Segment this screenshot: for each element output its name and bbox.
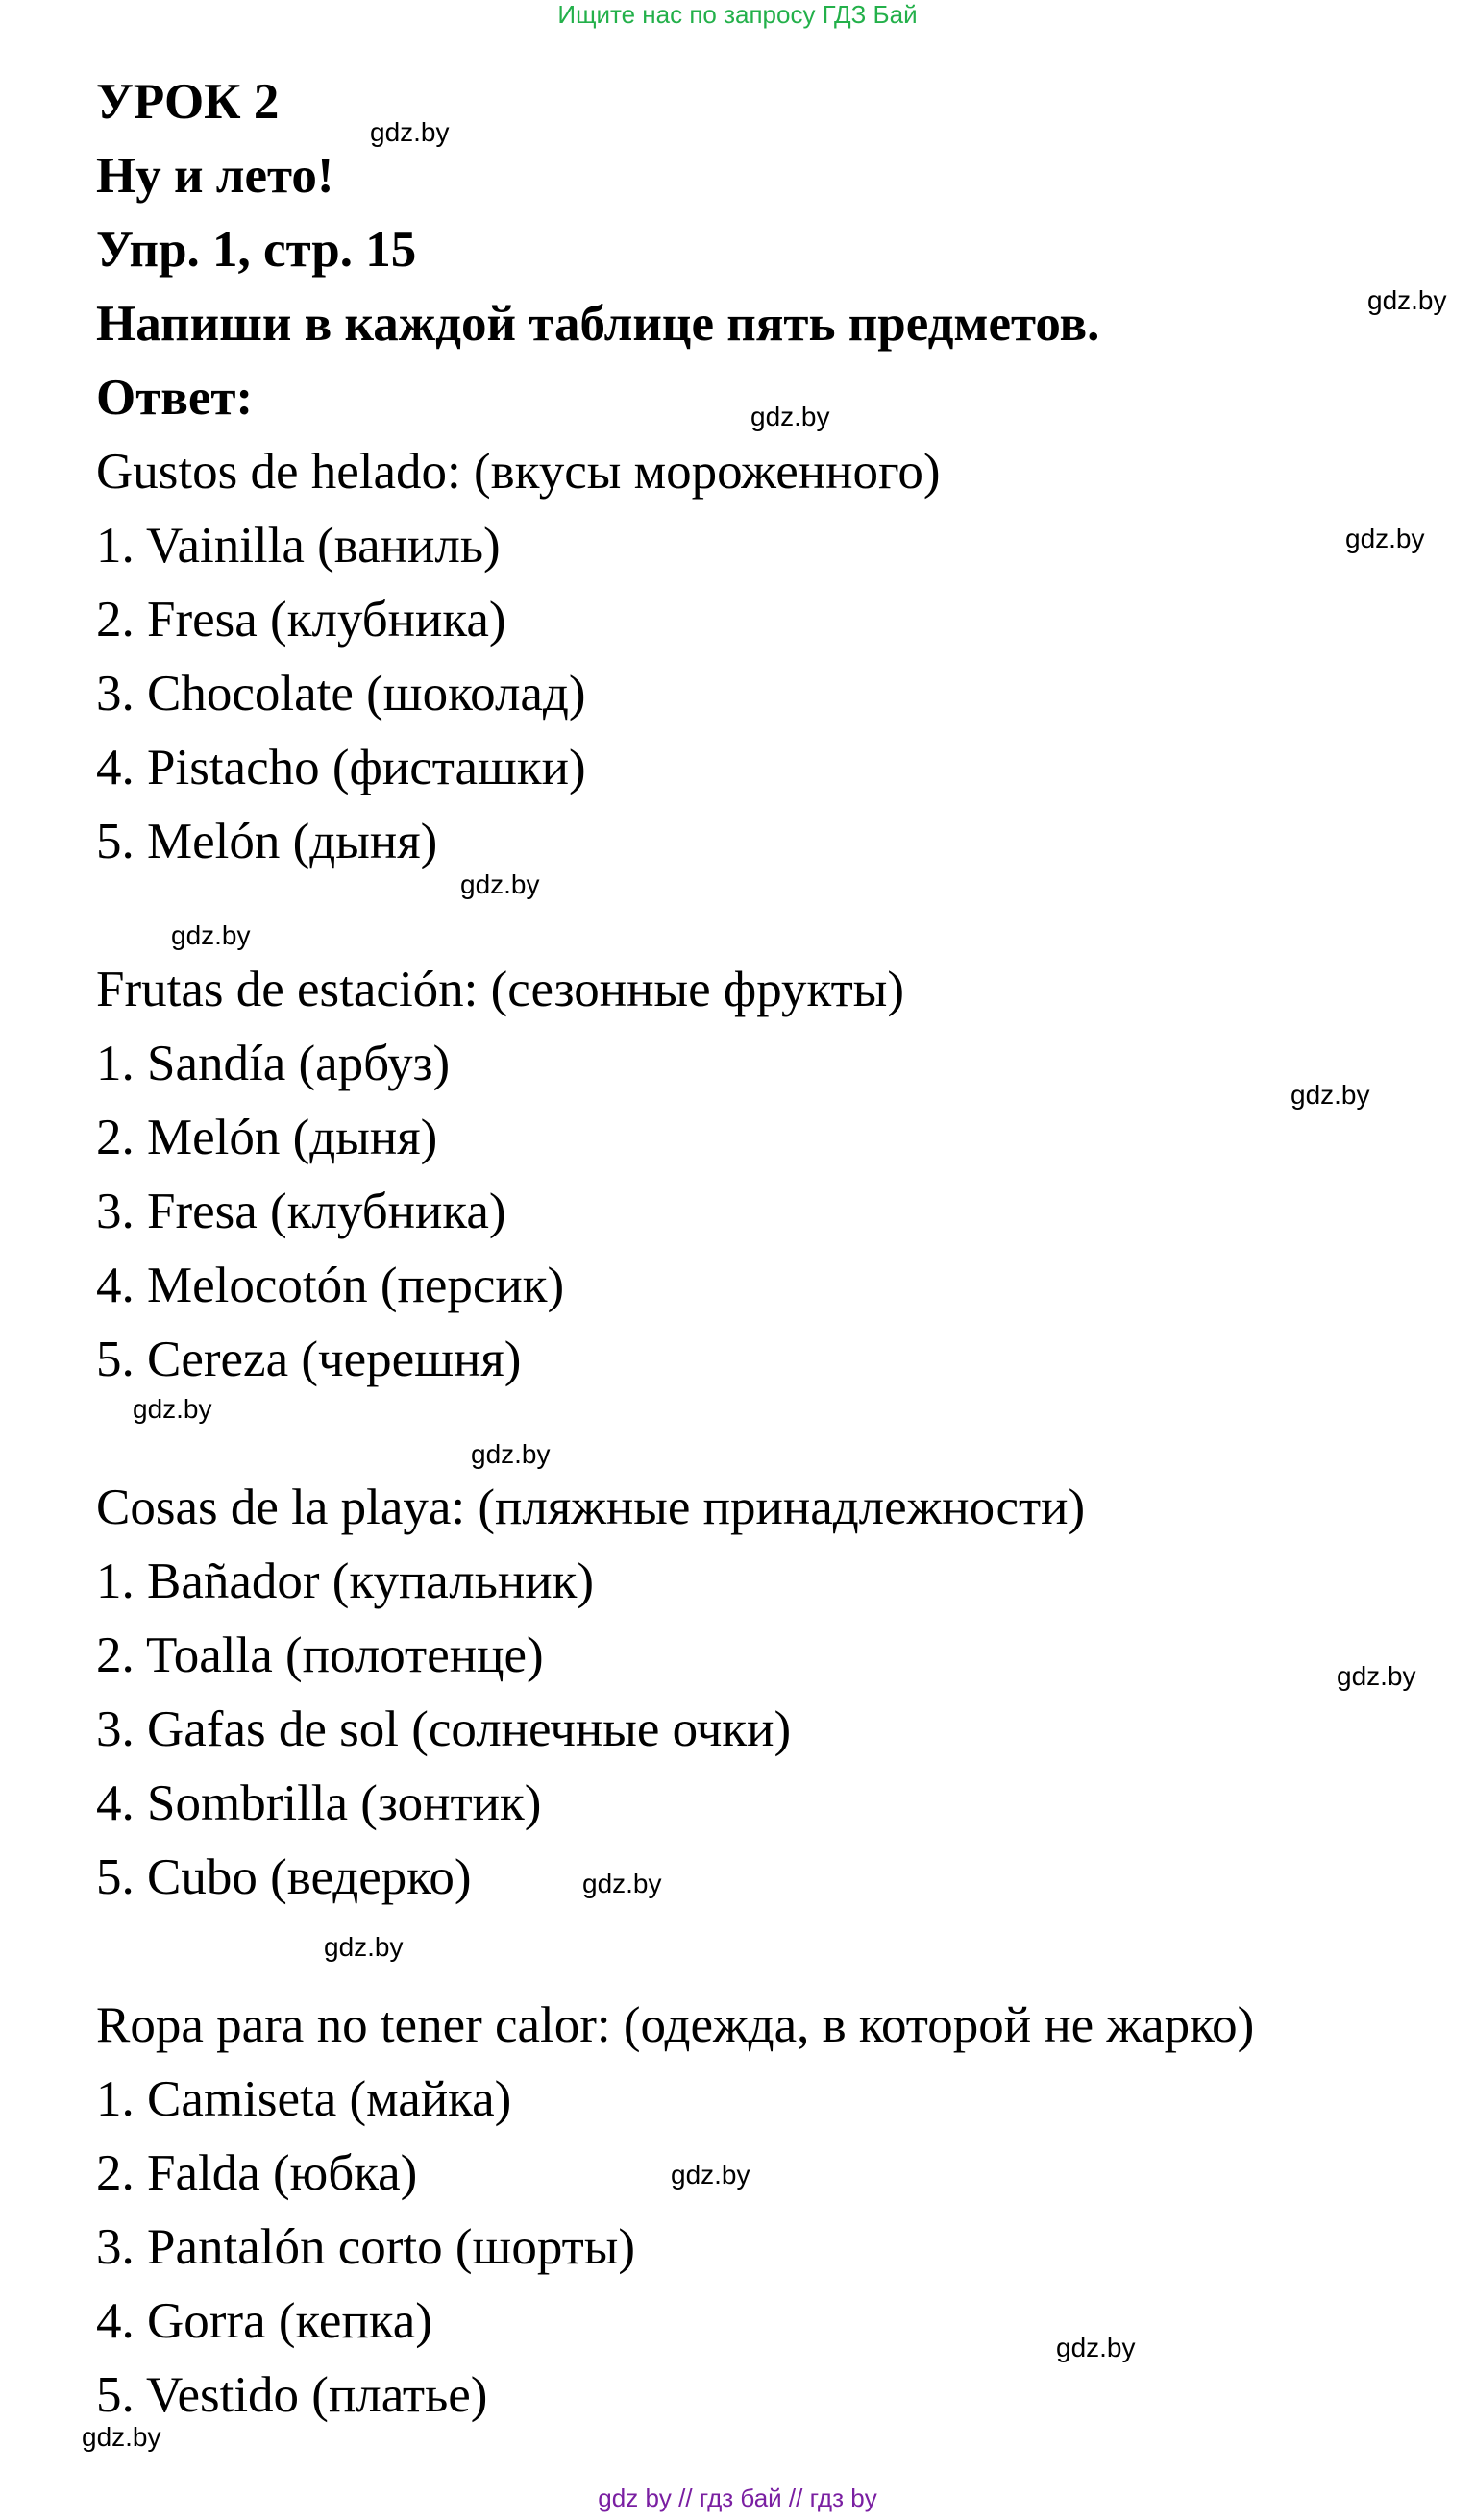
section-title: Gustos de helado: (вкусы мороженного) [96, 444, 941, 500]
list-item: 5. Vestido (платье) [96, 2367, 488, 2423]
watermark: gdz.by [324, 1932, 404, 1962]
section-clothes [96, 1989, 1441, 2433]
topic-title: Ну и лето! [96, 148, 334, 204]
spacer [96, 879, 1441, 953]
watermark: gdz.by [370, 117, 450, 147]
list-item: 5. Cubo (ведерко) [96, 1849, 472, 1905]
watermark: gdz.by [471, 1439, 551, 1469]
list-item: 3. Chocolate (шоколад) [96, 666, 586, 722]
list-item: 4. Melocotón (персик) [96, 1258, 565, 1313]
list-item: 2. Falda (юбка) [96, 2145, 418, 2201]
watermark: gdz.by [671, 2160, 750, 2190]
watermark: gdz.by [1056, 2333, 1136, 2362]
spacer [96, 1397, 1441, 1471]
watermark: gdz.by [1367, 285, 1447, 315]
exercise-title: Упр. 1, стр. 15 [96, 222, 417, 278]
lesson-title: УРОК 2 [96, 74, 280, 130]
watermark: gdz.by [1337, 1661, 1416, 1691]
bottom-banner: gdz by // гдз бай // гдз by [598, 2483, 877, 2512]
list-item: 3. Gafas de sol (солнечные очки) [96, 1701, 792, 1757]
list-item: 3. Pantalón corto (шорты) [96, 2219, 636, 2275]
list-item: 2. Fresa (клубника) [96, 592, 506, 648]
top-banner: Ищите нас по запросу ГДЗ Бай [557, 0, 918, 29]
watermark: gdz.by [1291, 1080, 1370, 1110]
section-title: Ropa para no tener calor: (одежда, в которой не жарко) [96, 1997, 1255, 2053]
section-title: Cosas de la playa: (пляжные принадлежности) [96, 1480, 1086, 1535]
list-item: 2. Melón (дыня) [96, 1110, 438, 1165]
section-ice-cream [96, 435, 1441, 879]
task-text: Напиши в каждой таблице пять предметов. [96, 296, 1100, 352]
watermark: gdz.by [82, 2422, 161, 2452]
section-beach [96, 1471, 1441, 1915]
list-item: 1. Bañador (купальник) [96, 1554, 595, 1609]
list-item: 4. Gorra (кепка) [96, 2293, 432, 2349]
watermark: gdz.by [133, 1394, 212, 1424]
list-item: 1. Camiseta (майка) [96, 2071, 512, 2127]
list-item: 3. Fresa (клубника) [96, 1184, 506, 1239]
list-item: 5. Cereza (черешня) [96, 1332, 522, 1387]
list-item: 2. Toalla (полотенце) [96, 1627, 544, 1683]
watermark: gdz.by [750, 402, 830, 431]
answer-label: Ответ: [96, 370, 254, 426]
list-item: 1. Sandía (арбуз) [96, 1036, 451, 1091]
list-item: 4. Sombrilla (зонтик) [96, 1775, 542, 1831]
list-item: 4. Pistacho (фисташки) [96, 740, 586, 795]
watermark: gdz.by [171, 920, 251, 950]
section-fruits [96, 953, 1441, 1397]
section-title: Frutas de estación: (сезонные фрукты) [96, 962, 904, 1017]
watermark: gdz.by [460, 869, 540, 899]
watermark: gdz.by [1345, 524, 1425, 553]
spacer [96, 1915, 1441, 1989]
list-item: 1. Vainilla (ваниль) [96, 518, 501, 574]
watermark: gdz.by [582, 1869, 662, 1898]
list-item: 5. Melón (дыня) [96, 814, 438, 869]
